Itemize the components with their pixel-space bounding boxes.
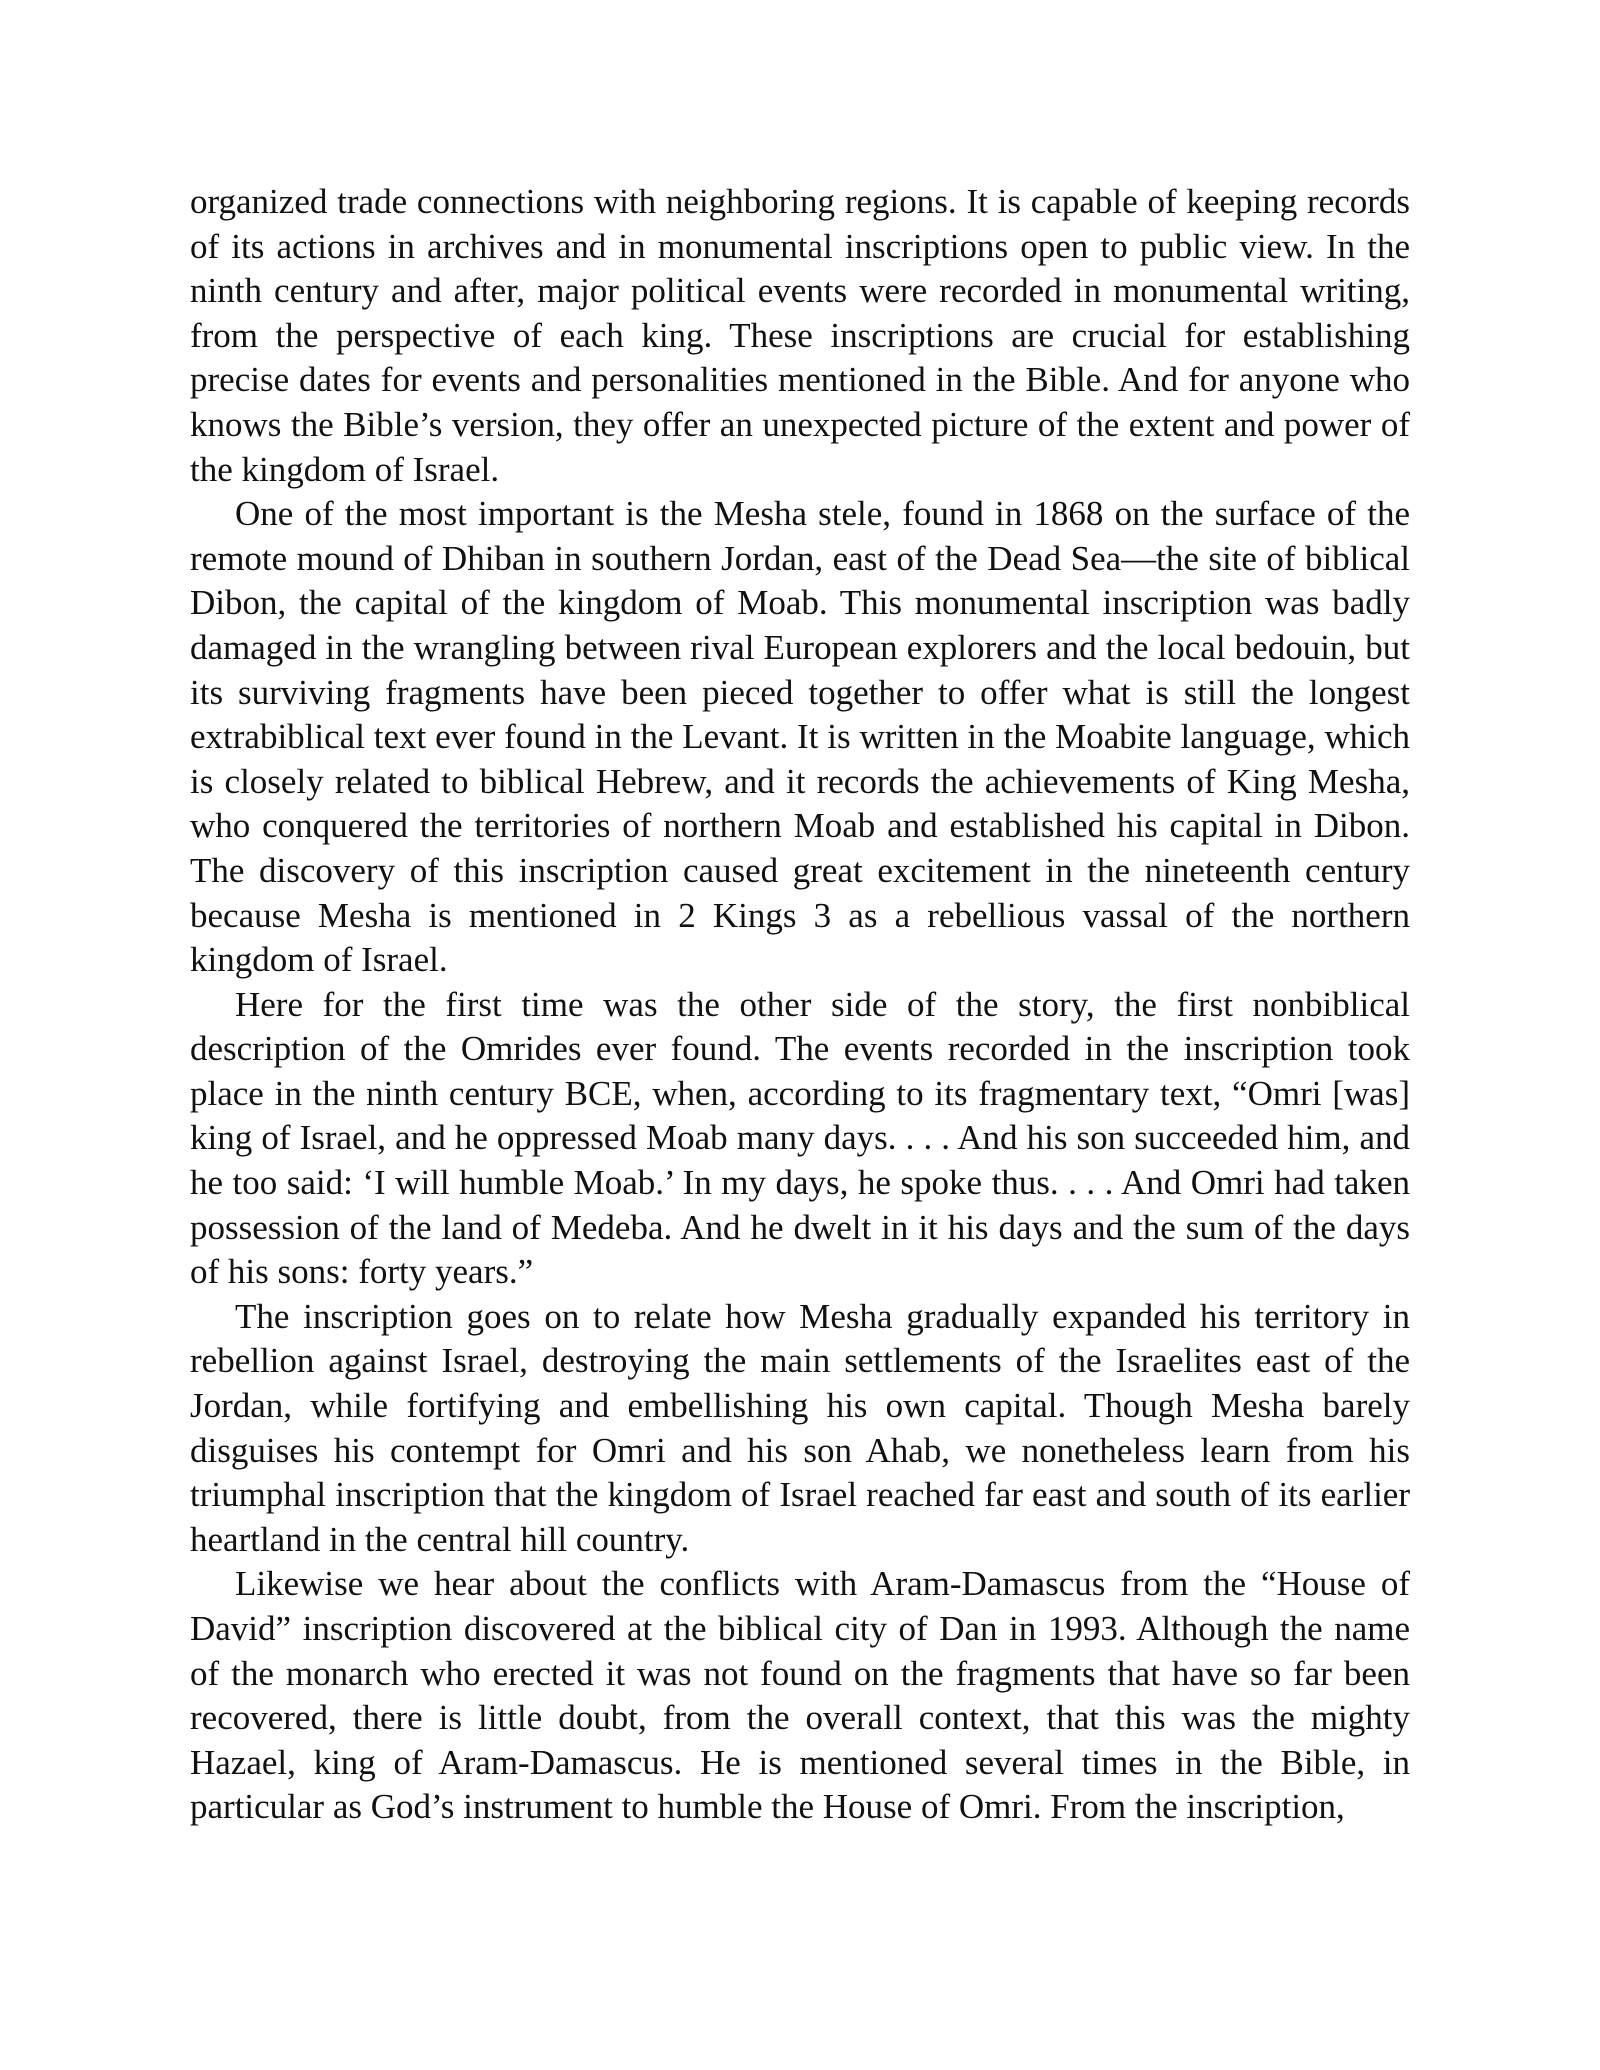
paragraph: Here for the first time was the other side of the story, the first nonbiblical description of the Omrides ever found. The events recorded in the inscription took place in the ninth century BCE, when, according to its fragmentary text, “Omri [was] king of Israel, and he oppressed Moab many days. . . . And his son succeeded him, and he too said: ‘I will humble Moab.’ In my days, he spoke thus. . . . And Omri had taken possession of the land of Medeba. And he dwelt in it his days and the sum of the days of his sons: forty years.” <box>190 984 1410 1292</box>
paragraph: One of the most important is the Mesha stele, found in 1868 on the surface of the remote mound of Dhiban in southern Jordan, east of the Dead Sea—the site of biblical Dibon, the capital of the kingdom of Moab. This monumental inscription was badly damaged in the wrangling between rival European explorers and the local bedouin, but its surviving fragments have been pieced together to offer what is still the longest extrabiblical text ever found in the Levant. It is written in the Moabite language, which is closely related to biblical Hebrew, and it records the achievements of King Mesha, who conquered the territories of northern Moab and established his capital in Dibon. The discovery of this inscription caused great excitement in the nineteenth century because Mesha is mentioned in 2 Kings 3 as a rebellious vassal of the northern kingdom of Israel. <box>190 494 1410 980</box>
paragraph: Likewise we hear about the conflicts with Aram-Damascus from the “House of David” inscription discovered at the biblical city of Dan in 1993. Although the name of the monarch who erected it was not found on the fragments that have so far been recovered, there is little doubt, from the overall context, that this was the mighty Hazael, king of Aram-Damascus. He is mentioned several times in the Bible, in particular as God’s instrument to humble the House of Omri. From the inscription, <box>190 1564 1410 1827</box>
page-body <box>190 180 1410 1830</box>
paragraph: The inscription goes on to relate how Mesha gradually expanded his territory in rebellion against Israel, destroying the main settlements of the Israelites east of the Jordan, while fortifying and embellishing his own capital. Though Mesha barely disguises his contempt for Omri and his son Ahab, we nonetheless learn from his triumphal inscription that the kingdom of Israel reached far east and south of its earlier heartland in the central hill country. <box>190 1296 1410 1559</box>
paragraph: organized trade connections with neighboring regions. It is capable of keeping records of its actions in archives and in monumental inscriptions open to public view. In the ninth century and after, major political events were recorded in monumental writing, from the perspective of each king. These inscriptions are crucial for establishing precise dates for events and personalities mentioned in the Bible. And for anyone who knows the Bible’s version, they offer an unexpected picture of the extent and power of the kingdom of Israel. <box>190 182 1410 489</box>
